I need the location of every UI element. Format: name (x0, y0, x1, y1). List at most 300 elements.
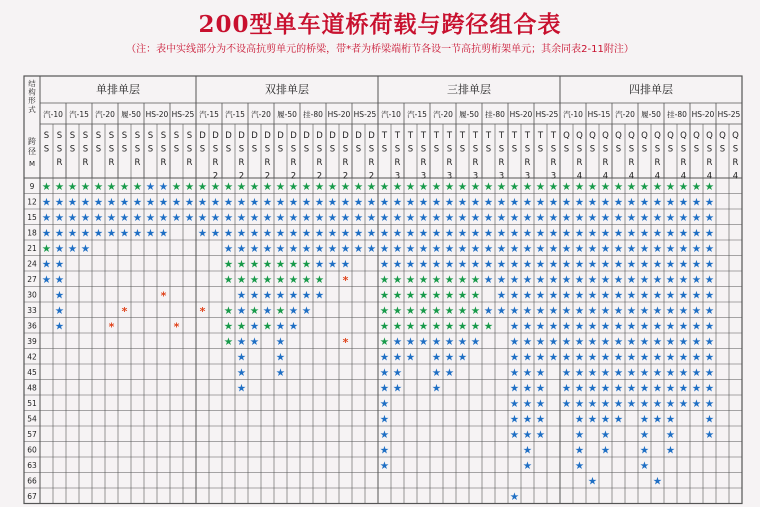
structure-code-char: Q (589, 131, 596, 141)
structure-code-char: S (719, 144, 726, 155)
star-blue: ★ (522, 366, 533, 379)
star-green: ★ (418, 304, 429, 317)
structure-code-char: S (173, 144, 180, 155)
star-blue: ★ (522, 444, 533, 457)
structure-code-char: S (615, 144, 622, 155)
star-blue: ★ (639, 273, 650, 286)
structure-code-char: 4 (654, 171, 661, 182)
span-value: 45 (27, 367, 37, 377)
star-green: ★ (223, 180, 234, 193)
star-green: ★ (340, 180, 351, 193)
star-blue: ★ (236, 289, 247, 302)
star-blue: ★ (418, 211, 429, 224)
star-blue: ★ (652, 242, 663, 255)
star-blue: ★ (561, 335, 572, 348)
star-blue: ★ (665, 242, 676, 255)
star-green: ★ (548, 180, 559, 193)
star-green: ★ (223, 304, 234, 317)
structure-code-char: R (56, 158, 63, 168)
star-green: ★ (314, 180, 325, 193)
structure-code-char: S (238, 144, 245, 155)
star-blue: ★ (678, 289, 689, 302)
structure-code-char: S (43, 144, 50, 155)
star-blue: ★ (626, 320, 637, 333)
span-value: 36 (27, 321, 37, 331)
star-blue: ★ (574, 335, 585, 348)
structure-code-char: R (524, 158, 531, 168)
star-blue: ★ (548, 304, 559, 317)
structure-code-char: S (173, 131, 180, 141)
star-blue: ★ (392, 382, 403, 395)
structure-code-char: D (212, 131, 219, 141)
span-value: 15 (27, 212, 37, 222)
star-blue: ★ (704, 351, 715, 364)
star-blue: ★ (470, 196, 481, 209)
star-blue: ★ (509, 320, 520, 333)
star-green: ★ (418, 320, 429, 333)
star-blue: ★ (587, 289, 598, 302)
star-green: ★ (457, 273, 468, 286)
star-blue: ★ (236, 227, 247, 240)
star-blue: ★ (535, 273, 546, 286)
load-header: 履-50 (641, 110, 661, 119)
star-blue: ★ (535, 196, 546, 209)
star-blue: ★ (509, 397, 520, 410)
structure-code-char: Q (693, 131, 700, 141)
structure-code-char: S (108, 144, 115, 155)
star-blue: ★ (613, 258, 624, 271)
star-green: ★ (262, 273, 273, 286)
star-blue: ★ (444, 211, 455, 224)
star-green: ★ (392, 320, 403, 333)
star-blue: ★ (535, 351, 546, 364)
structure-code-char: R (394, 158, 401, 168)
structure-code-char: S (589, 144, 596, 155)
star-blue: ★ (288, 196, 299, 209)
star-blue: ★ (288, 289, 299, 302)
star-green: ★ (444, 304, 455, 317)
star-blue: ★ (418, 335, 429, 348)
asterisk-mark: * (199, 304, 206, 318)
star-blue: ★ (340, 242, 351, 255)
structure-code-char: T (511, 131, 518, 141)
star-blue: ★ (444, 242, 455, 255)
star-blue: ★ (600, 196, 611, 209)
star-blue: ★ (470, 211, 481, 224)
structure-code-char: D (355, 131, 362, 141)
star-blue: ★ (314, 211, 325, 224)
star-blue: ★ (561, 258, 572, 271)
star-blue: ★ (639, 413, 650, 426)
corner-label-char: 式 (28, 104, 36, 114)
structure-code-char: R (108, 158, 115, 168)
star-green: ★ (457, 320, 468, 333)
star-blue: ★ (639, 335, 650, 348)
star-green: ★ (574, 180, 585, 193)
star-blue: ★ (548, 289, 559, 302)
star-blue: ★ (496, 258, 507, 271)
star-blue: ★ (67, 242, 78, 255)
star-blue: ★ (587, 273, 598, 286)
star-blue: ★ (665, 444, 676, 457)
star-blue: ★ (639, 242, 650, 255)
star-green: ★ (379, 180, 390, 193)
star-blue: ★ (379, 196, 390, 209)
structure-code-char: S (407, 144, 414, 155)
star-blue: ★ (444, 258, 455, 271)
structure-code-char: D (329, 131, 336, 141)
star-green: ★ (392, 289, 403, 302)
star-green: ★ (236, 180, 247, 193)
star-blue: ★ (366, 211, 377, 224)
structure-code-char: T (394, 131, 401, 141)
star-blue: ★ (587, 351, 598, 364)
structure-code-char: R (550, 158, 557, 168)
star-blue: ★ (509, 242, 520, 255)
star-blue: ★ (249, 242, 260, 255)
structure-code-char: R (238, 158, 245, 168)
star-blue: ★ (665, 366, 676, 379)
structure-code-char: S (368, 144, 375, 155)
star-blue: ★ (405, 258, 416, 271)
structure-code-char: T (498, 131, 505, 141)
structure-code-char: R (212, 158, 219, 168)
star-blue: ★ (574, 320, 585, 333)
star-blue: ★ (548, 351, 559, 364)
star-blue: ★ (158, 227, 169, 240)
star-green: ★ (223, 320, 234, 333)
star-blue: ★ (652, 366, 663, 379)
star-green: ★ (470, 320, 481, 333)
star-blue: ★ (652, 196, 663, 209)
star-blue: ★ (691, 242, 702, 255)
star-blue: ★ (67, 227, 78, 240)
star-blue: ★ (132, 196, 143, 209)
star-blue: ★ (353, 227, 364, 240)
star-blue: ★ (691, 397, 702, 410)
star-blue: ★ (678, 227, 689, 240)
structure-code-char: S (732, 144, 739, 155)
star-blue: ★ (301, 289, 312, 302)
structure-code-char: 2 (290, 171, 297, 182)
structure-code-char: R (654, 158, 661, 168)
star-green: ★ (509, 180, 520, 193)
star-green: ★ (587, 180, 598, 193)
star-green: ★ (405, 320, 416, 333)
star-blue: ★ (405, 351, 416, 364)
star-blue: ★ (379, 459, 390, 472)
star-blue: ★ (704, 211, 715, 224)
star-green: ★ (379, 335, 390, 348)
star-blue: ★ (54, 242, 65, 255)
star-blue: ★ (262, 242, 273, 255)
star-blue: ★ (249, 227, 260, 240)
structure-code-char: R (368, 158, 375, 168)
star-green: ★ (431, 180, 442, 193)
structure-code-char: S (329, 144, 336, 155)
structure-code-char: R (576, 158, 583, 168)
structure-code-char: 3 (420, 171, 427, 182)
asterisk-mark: * (108, 320, 115, 334)
star-blue: ★ (639, 366, 650, 379)
star-blue: ★ (210, 211, 221, 224)
load-header: 履-50 (121, 110, 141, 119)
star-blue: ★ (626, 304, 637, 317)
star-blue: ★ (626, 211, 637, 224)
star-blue: ★ (392, 211, 403, 224)
star-blue: ★ (314, 242, 325, 255)
structure-code-char: D (303, 131, 310, 141)
star-green: ★ (301, 273, 312, 286)
span-value: 63 (27, 460, 37, 470)
star-blue: ★ (704, 335, 715, 348)
star-blue: ★ (301, 211, 312, 224)
star-blue: ★ (652, 289, 663, 302)
star-blue: ★ (613, 196, 624, 209)
star-blue: ★ (431, 366, 442, 379)
structure-code-char: D (316, 131, 323, 141)
star-blue: ★ (613, 351, 624, 364)
load-header: 汽-20 (433, 110, 453, 119)
star-green: ★ (405, 273, 416, 286)
structure-code-char: S (446, 144, 453, 155)
star-blue: ★ (587, 397, 598, 410)
structure-code-char: Q (654, 131, 661, 141)
load-header: HS-25 (717, 110, 741, 119)
star-blue: ★ (509, 335, 520, 348)
corner-label-char: 构 (28, 87, 36, 97)
star-blue: ★ (54, 320, 65, 333)
star-green: ★ (444, 289, 455, 302)
star-blue: ★ (691, 196, 702, 209)
structure-code-char: R (160, 158, 167, 168)
group-header: 单排单层 (96, 83, 140, 96)
structure-code-char: 2 (238, 171, 245, 182)
structure-code-char: T (381, 131, 388, 141)
star-blue: ★ (379, 428, 390, 441)
star-green: ★ (483, 180, 494, 193)
star-green: ★ (301, 258, 312, 271)
structure-code-char: T (446, 131, 453, 141)
star-green: ★ (262, 320, 273, 333)
star-green: ★ (470, 273, 481, 286)
star-blue: ★ (639, 258, 650, 271)
star-blue: ★ (80, 242, 91, 255)
star-blue: ★ (275, 289, 286, 302)
star-blue: ★ (587, 227, 598, 240)
star-blue: ★ (275, 242, 286, 255)
star-blue: ★ (301, 227, 312, 240)
star-blue: ★ (314, 289, 325, 302)
structure-code-char: T (537, 131, 544, 141)
structure-code-char: S (82, 144, 89, 155)
star-blue: ★ (574, 444, 585, 457)
star-blue: ★ (704, 320, 715, 333)
star-blue: ★ (665, 211, 676, 224)
span-label: 径 (28, 147, 36, 156)
star-blue: ★ (197, 211, 208, 224)
load-header: 履-50 (459, 110, 479, 119)
star-blue: ★ (236, 242, 247, 255)
star-blue: ★ (405, 196, 416, 209)
star-blue: ★ (639, 459, 650, 472)
star-blue: ★ (262, 304, 273, 317)
star-green: ★ (418, 273, 429, 286)
star-green: ★ (639, 180, 650, 193)
star-blue: ★ (509, 304, 520, 317)
star-blue: ★ (548, 335, 559, 348)
structure-code-char: Q (667, 131, 674, 141)
star-blue: ★ (314, 196, 325, 209)
star-blue: ★ (600, 366, 611, 379)
star-blue: ★ (132, 227, 143, 240)
star-blue: ★ (288, 304, 299, 317)
structure-code-char: T (472, 131, 479, 141)
load-header: 汽-15 (199, 110, 219, 119)
star-green: ★ (80, 180, 91, 193)
star-blue: ★ (392, 335, 403, 348)
star-blue: ★ (470, 258, 481, 271)
star-blue: ★ (210, 196, 221, 209)
star-green: ★ (457, 304, 468, 317)
star-blue: ★ (613, 397, 624, 410)
asterisk-mark: * (160, 289, 167, 303)
star-blue: ★ (392, 227, 403, 240)
star-blue: ★ (132, 211, 143, 224)
load-header: 汽-10 (43, 110, 63, 119)
star-blue: ★ (600, 397, 611, 410)
structure-code-char: 2 (342, 171, 349, 182)
star-blue: ★ (54, 258, 65, 271)
star-blue: ★ (236, 196, 247, 209)
structure-code-char: S (134, 131, 141, 141)
structure-code-char: Q (628, 131, 635, 141)
star-blue: ★ (561, 227, 572, 240)
star-green: ★ (249, 304, 260, 317)
structure-code-char: S (511, 144, 518, 155)
star-blue: ★ (522, 397, 533, 410)
structure-code-char: D (225, 131, 232, 141)
star-blue: ★ (431, 211, 442, 224)
star-green: ★ (444, 320, 455, 333)
star-green: ★ (262, 258, 273, 271)
star-blue: ★ (678, 258, 689, 271)
star-blue: ★ (665, 351, 676, 364)
structure-code-char: R (186, 158, 193, 168)
structure-code-char: S (628, 144, 635, 155)
star-blue: ★ (587, 382, 598, 395)
structure-code-char: D (290, 131, 297, 141)
star-blue: ★ (535, 242, 546, 255)
structure-code-char: Q (641, 131, 648, 141)
star-green: ★ (392, 273, 403, 286)
structure-code-char: S (199, 144, 206, 155)
structure-code-char: 3 (394, 171, 401, 182)
star-blue: ★ (444, 227, 455, 240)
star-blue: ★ (249, 320, 260, 333)
star-blue: ★ (535, 289, 546, 302)
star-blue: ★ (678, 382, 689, 395)
load-header: 汽-20 (615, 110, 635, 119)
star-blue: ★ (197, 227, 208, 240)
star-blue: ★ (691, 320, 702, 333)
star-green: ★ (106, 180, 117, 193)
star-blue: ★ (652, 320, 663, 333)
star-blue: ★ (613, 320, 624, 333)
structure-code-char: Q (602, 131, 609, 141)
star-blue: ★ (41, 211, 52, 224)
structure-code-char: 4 (706, 171, 713, 182)
structure-code-char: S (563, 144, 570, 155)
star-blue: ★ (457, 196, 468, 209)
star-blue: ★ (80, 211, 91, 224)
structure-code-char: 3 (446, 171, 453, 182)
star-green: ★ (54, 180, 65, 193)
star-green: ★ (171, 180, 182, 193)
star-blue: ★ (249, 211, 260, 224)
star-blue: ★ (652, 258, 663, 271)
star-blue: ★ (652, 304, 663, 317)
star-blue: ★ (626, 382, 637, 395)
structure-code-char: S (641, 144, 648, 155)
structure-code-char: R (602, 158, 609, 168)
star-blue: ★ (652, 211, 663, 224)
star-blue: ★ (106, 211, 117, 224)
structure-code-char: S (160, 131, 167, 141)
star-blue: ★ (561, 382, 572, 395)
star-blue: ★ (470, 227, 481, 240)
star-blue: ★ (93, 211, 104, 224)
structure-code-char: 4 (602, 171, 609, 182)
star-blue: ★ (119, 211, 130, 224)
structure-code-char: S (420, 144, 427, 155)
structure-code-char: D (277, 131, 284, 141)
structure-code-char: 4 (732, 171, 739, 182)
star-green: ★ (392, 180, 403, 193)
star-blue: ★ (509, 227, 520, 240)
star-blue: ★ (561, 196, 572, 209)
star-blue: ★ (405, 335, 416, 348)
star-blue: ★ (704, 289, 715, 302)
structure-code-char: T (459, 131, 466, 141)
structure-code-char: S (82, 131, 89, 141)
star-blue: ★ (236, 382, 247, 395)
star-green: ★ (626, 180, 637, 193)
star-blue: ★ (626, 242, 637, 255)
star-blue: ★ (678, 397, 689, 410)
structure-code-char: S (524, 144, 531, 155)
star-blue: ★ (678, 304, 689, 317)
structure-code-char: Q (706, 131, 713, 141)
structure-code-char: S (95, 131, 102, 141)
star-green: ★ (444, 273, 455, 286)
star-blue: ★ (600, 335, 611, 348)
star-blue: ★ (548, 211, 559, 224)
structure-code-char: D (264, 131, 271, 141)
star-green: ★ (704, 180, 715, 193)
star-blue: ★ (275, 320, 286, 333)
structure-code-char: S (121, 131, 128, 141)
span-value: 9 (29, 181, 35, 191)
structure-code-char: S (160, 144, 167, 155)
star-blue: ★ (145, 180, 156, 193)
star-green: ★ (522, 180, 533, 193)
star-blue: ★ (509, 382, 520, 395)
structure-code-char: S (69, 131, 76, 141)
star-blue: ★ (353, 211, 364, 224)
star-blue: ★ (431, 382, 442, 395)
star-blue: ★ (665, 227, 676, 240)
